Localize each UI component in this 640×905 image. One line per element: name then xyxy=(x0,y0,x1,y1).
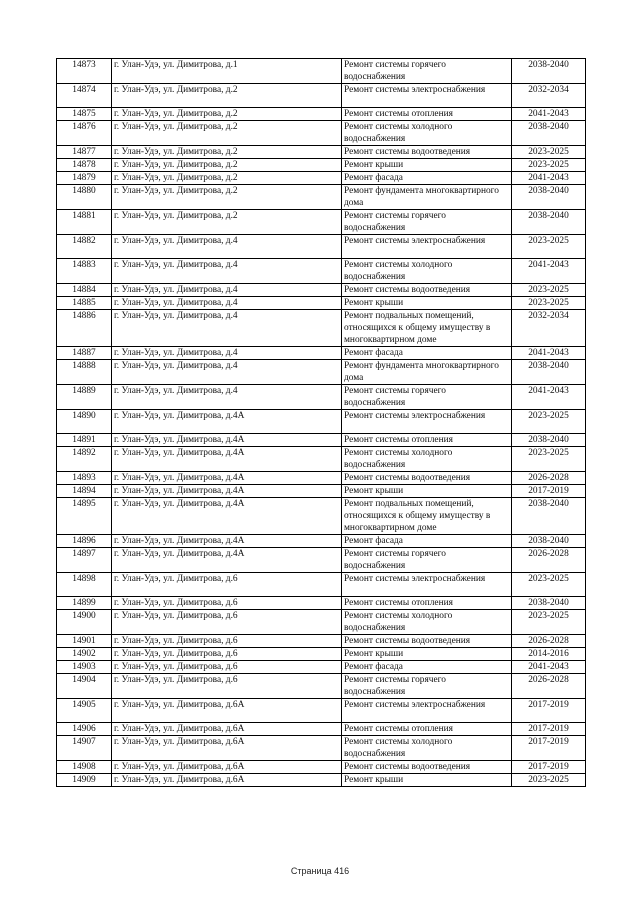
table-row xyxy=(57,108,586,121)
address-cell: г. Улан-Удэ, ул. Димитрова, д.4А xyxy=(112,548,342,573)
period-cell: 2038-2040 xyxy=(512,434,586,447)
work-type-cell: Ремонт системы водоотведения xyxy=(342,635,512,648)
work-type-cell: Ремонт системы горячего водоснабжения xyxy=(342,385,512,410)
row-number-cell: 14901 xyxy=(57,635,112,648)
row-number-cell: 14875 xyxy=(57,108,112,121)
table-row xyxy=(57,121,586,146)
row-number-cell: 14888 xyxy=(57,360,112,385)
address-cell: г. Улан-Удэ, ул. Димитрова, д.1 xyxy=(112,59,342,84)
row-number-cell: 14902 xyxy=(57,648,112,661)
period-cell: 2038-2040 xyxy=(512,210,586,235)
address-cell: г. Улан-Удэ, ул. Димитрова, д.4 xyxy=(112,284,342,297)
period-cell: 2041-2043 xyxy=(512,385,586,410)
table-row xyxy=(57,434,586,447)
work-type-cell: Ремонт фасада xyxy=(342,535,512,548)
work-type-cell: Ремонт системы отопления xyxy=(342,723,512,736)
table-row xyxy=(57,573,586,597)
row-number-cell: 14896 xyxy=(57,535,112,548)
address-cell: г. Улан-Удэ, ул. Димитрова, д.6 xyxy=(112,635,342,648)
period-cell: 2023-2025 xyxy=(512,297,586,310)
work-type-cell: Ремонт системы водоотведения xyxy=(342,146,512,159)
period-cell: 2032-2034 xyxy=(512,84,586,108)
work-type-cell: Ремонт фасада xyxy=(342,661,512,674)
table-row xyxy=(57,172,586,185)
address-cell: г. Улан-Удэ, ул. Димитрова, д.4А xyxy=(112,434,342,447)
period-cell: 2023-2025 xyxy=(512,284,586,297)
work-type-cell: Ремонт системы электроснабжения xyxy=(342,573,512,597)
row-number-cell: 14883 xyxy=(57,259,112,284)
period-cell: 2038-2040 xyxy=(512,59,586,84)
work-type-cell: Ремонт фасада xyxy=(342,172,512,185)
period-cell: 2017-2019 xyxy=(512,485,586,498)
table-row xyxy=(57,661,586,674)
row-number-cell: 14889 xyxy=(57,385,112,410)
table-row xyxy=(57,485,586,498)
period-cell: 2041-2043 xyxy=(512,347,586,360)
row-number-cell: 14895 xyxy=(57,498,112,535)
address-cell: г. Улан-Удэ, ул. Димитрова, д.6А xyxy=(112,699,342,723)
row-number-cell: 14885 xyxy=(57,297,112,310)
period-cell: 2023-2025 xyxy=(512,447,586,472)
table-row xyxy=(57,447,586,472)
table-row xyxy=(57,610,586,635)
work-type-cell: Ремонт системы холодного водоснабжения xyxy=(342,447,512,472)
period-cell: 2038-2040 xyxy=(512,360,586,385)
address-cell: г. Улан-Удэ, ул. Димитрова, д.6А xyxy=(112,723,342,736)
work-type-cell: Ремонт крыши xyxy=(342,648,512,661)
work-type-cell: Ремонт системы холодного водоснабжения xyxy=(342,259,512,284)
address-cell: г. Улан-Удэ, ул. Димитрова, д.6А xyxy=(112,774,342,787)
work-type-cell: Ремонт системы горячего водоснабжения xyxy=(342,548,512,573)
period-cell: 2041-2043 xyxy=(512,172,586,185)
table-row xyxy=(57,185,586,210)
table-row xyxy=(57,723,586,736)
address-cell: г. Улан-Удэ, ул. Димитрова, д.4 xyxy=(112,347,342,360)
period-cell: 2038-2040 xyxy=(512,121,586,146)
period-cell: 2026-2028 xyxy=(512,548,586,573)
row-number-cell: 14893 xyxy=(57,472,112,485)
table-row xyxy=(57,347,586,360)
period-cell: 2038-2040 xyxy=(512,185,586,210)
address-cell: г. Улан-Удэ, ул. Димитрова, д.2 xyxy=(112,121,342,146)
table-row xyxy=(57,761,586,774)
work-type-cell: Ремонт подвальных помещений, относящихся к общему имуществу в многоквартирном доме xyxy=(342,310,512,347)
row-number-cell: 14891 xyxy=(57,434,112,447)
address-cell: г. Улан-Удэ, ул. Димитрова, д.2 xyxy=(112,185,342,210)
table-body xyxy=(57,59,586,787)
address-cell: г. Улан-Удэ, ул. Димитрова, д.4 xyxy=(112,235,342,259)
row-number-cell: 14905 xyxy=(57,699,112,723)
work-type-cell: Ремонт системы электроснабжения xyxy=(342,84,512,108)
row-number-cell: 14886 xyxy=(57,310,112,347)
period-cell: 2023-2025 xyxy=(512,410,586,434)
table-row xyxy=(57,736,586,761)
period-cell: 2017-2019 xyxy=(512,761,586,774)
table-row xyxy=(57,360,586,385)
address-cell: г. Улан-Удэ, ул. Димитрова, д.2 xyxy=(112,108,342,121)
work-type-cell: Ремонт системы холодного водоснабжения xyxy=(342,610,512,635)
address-cell: г. Улан-Удэ, ул. Димитрова, д.6 xyxy=(112,674,342,699)
row-number-cell: 14878 xyxy=(57,159,112,172)
work-type-cell: Ремонт крыши xyxy=(342,774,512,787)
address-cell: г. Улан-Удэ, ул. Димитрова, д.2 xyxy=(112,172,342,185)
row-number-cell: 14907 xyxy=(57,736,112,761)
table-row xyxy=(57,259,586,284)
period-cell: 2017-2019 xyxy=(512,723,586,736)
table-row xyxy=(57,59,586,84)
work-type-cell: Ремонт системы отопления xyxy=(342,434,512,447)
row-number-cell: 14897 xyxy=(57,548,112,573)
repair-schedule-table xyxy=(56,58,586,787)
row-number-cell: 14884 xyxy=(57,284,112,297)
address-cell: г. Улан-Удэ, ул. Димитрова, д.4 xyxy=(112,360,342,385)
address-cell: г. Улан-Удэ, ул. Димитрова, д.6 xyxy=(112,610,342,635)
work-type-cell: Ремонт системы водоотведения xyxy=(342,761,512,774)
work-type-cell: Ремонт системы горячего водоснабжения xyxy=(342,674,512,699)
period-cell: 2023-2025 xyxy=(512,573,586,597)
period-cell: 2026-2028 xyxy=(512,635,586,648)
table-row xyxy=(57,498,586,535)
row-number-cell: 14887 xyxy=(57,347,112,360)
table-row xyxy=(57,774,586,787)
table-row xyxy=(57,548,586,573)
address-cell: г. Улан-Удэ, ул. Димитрова, д.6 xyxy=(112,648,342,661)
page-number: Страница 416 xyxy=(290,866,350,876)
work-type-cell: Ремонт фундамента многоквартирного дома xyxy=(342,360,512,385)
table-row xyxy=(57,472,586,485)
address-cell: г. Улан-Удэ, ул. Димитрова, д.6А xyxy=(112,761,342,774)
address-cell: г. Улан-Удэ, ул. Димитрова, д.6А xyxy=(112,736,342,761)
table-row xyxy=(57,84,586,108)
address-cell: г. Улан-Удэ, ул. Димитрова, д.6 xyxy=(112,661,342,674)
address-cell: г. Улан-Удэ, ул. Димитрова, д.4А xyxy=(112,485,342,498)
period-cell: 2041-2043 xyxy=(512,259,586,284)
table-row xyxy=(57,385,586,410)
row-number-cell: 14874 xyxy=(57,84,112,108)
row-number-cell: 14877 xyxy=(57,146,112,159)
address-cell: г. Улан-Удэ, ул. Димитрова, д.4 xyxy=(112,259,342,284)
work-type-cell: Ремонт системы горячего водоснабжения xyxy=(342,59,512,84)
work-type-cell: Ремонт крыши xyxy=(342,297,512,310)
address-cell: г. Улан-Удэ, ул. Димитрова, д.4 xyxy=(112,310,342,347)
row-number-cell: 14880 xyxy=(57,185,112,210)
period-cell: 2014-2016 xyxy=(512,648,586,661)
address-cell: г. Улан-Удэ, ул. Димитрова, д.4А xyxy=(112,472,342,485)
row-number-cell: 14909 xyxy=(57,774,112,787)
period-cell: 2023-2025 xyxy=(512,146,586,159)
table-row xyxy=(57,210,586,235)
table-row xyxy=(57,674,586,699)
row-number-cell: 14881 xyxy=(57,210,112,235)
period-cell: 2041-2043 xyxy=(512,108,586,121)
period-cell: 2038-2040 xyxy=(512,597,586,610)
table-row xyxy=(57,146,586,159)
table-row xyxy=(57,159,586,172)
address-cell: г. Улан-Удэ, ул. Димитрова, д.4 xyxy=(112,385,342,410)
work-type-cell: Ремонт крыши xyxy=(342,485,512,498)
period-cell: 2038-2040 xyxy=(512,498,586,535)
work-type-cell: Ремонт системы горячего водоснабжения xyxy=(342,210,512,235)
work-type-cell: Ремонт системы электроснабжения xyxy=(342,410,512,434)
table-row xyxy=(57,235,586,259)
table-row xyxy=(57,635,586,648)
period-cell: 2041-2043 xyxy=(512,661,586,674)
row-number-cell: 14890 xyxy=(57,410,112,434)
row-number-cell: 14908 xyxy=(57,761,112,774)
period-cell: 2023-2025 xyxy=(512,774,586,787)
period-cell: 2023-2025 xyxy=(512,235,586,259)
row-number-cell: 14906 xyxy=(57,723,112,736)
row-number-cell: 14879 xyxy=(57,172,112,185)
work-type-cell: Ремонт фундамента многоквартирного дома xyxy=(342,185,512,210)
row-number-cell: 14882 xyxy=(57,235,112,259)
address-cell: г. Улан-Удэ, ул. Димитрова, д.2 xyxy=(112,146,342,159)
address-cell: г. Улан-Удэ, ул. Димитрова, д.6 xyxy=(112,597,342,610)
address-cell: г. Улан-Удэ, ул. Димитрова, д.4 xyxy=(112,297,342,310)
table-row xyxy=(57,648,586,661)
address-cell: г. Улан-Удэ, ул. Димитрова, д.2 xyxy=(112,159,342,172)
row-number-cell: 14892 xyxy=(57,447,112,472)
work-type-cell: Ремонт системы холодного водоснабжения xyxy=(342,736,512,761)
period-cell: 2038-2040 xyxy=(512,535,586,548)
address-cell: г. Улан-Удэ, ул. Димитрова, д.4А xyxy=(112,535,342,548)
period-cell: 2032-2034 xyxy=(512,310,586,347)
period-cell: 2023-2025 xyxy=(512,159,586,172)
table-row xyxy=(57,535,586,548)
address-cell: г. Улан-Удэ, ул. Димитрова, д.2 xyxy=(112,210,342,235)
row-number-cell: 14894 xyxy=(57,485,112,498)
address-cell: г. Улан-Удэ, ул. Димитрова, д.4А xyxy=(112,447,342,472)
address-cell: г. Улан-Удэ, ул. Димитрова, д.4А xyxy=(112,498,342,535)
work-type-cell: Ремонт крыши xyxy=(342,159,512,172)
row-number-cell: 14899 xyxy=(57,597,112,610)
row-number-cell: 14904 xyxy=(57,674,112,699)
period-cell: 2026-2028 xyxy=(512,472,586,485)
work-type-cell: Ремонт системы отопления xyxy=(342,597,512,610)
table-row xyxy=(57,297,586,310)
row-number-cell: 14873 xyxy=(57,59,112,84)
work-type-cell: Ремонт системы электроснабжения xyxy=(342,235,512,259)
table-row xyxy=(57,410,586,434)
work-type-cell: Ремонт фасада xyxy=(342,347,512,360)
row-number-cell: 14898 xyxy=(57,573,112,597)
work-type-cell: Ремонт подвальных помещений, относящихся к общему имуществу в многоквартирном доме xyxy=(342,498,512,535)
address-cell: г. Улан-Удэ, ул. Димитрова, д.6 xyxy=(112,573,342,597)
row-number-cell: 14900 xyxy=(57,610,112,635)
table-row xyxy=(57,310,586,347)
address-cell: г. Улан-Удэ, ул. Димитрова, д.2 xyxy=(112,84,342,108)
period-cell: 2017-2019 xyxy=(512,699,586,723)
period-cell: 2023-2025 xyxy=(512,610,586,635)
work-type-cell: Ремонт системы холодного водоснабжения xyxy=(342,121,512,146)
period-cell: 2017-2019 xyxy=(512,736,586,761)
table-row xyxy=(57,597,586,610)
table-row xyxy=(57,284,586,297)
row-number-cell: 14903 xyxy=(57,661,112,674)
work-type-cell: Ремонт системы водоотведения xyxy=(342,472,512,485)
address-cell: г. Улан-Удэ, ул. Димитрова, д.4А xyxy=(112,410,342,434)
row-number-cell: 14876 xyxy=(57,121,112,146)
table-row xyxy=(57,699,586,723)
period-cell: 2026-2028 xyxy=(512,674,586,699)
work-type-cell: Ремонт системы отопления xyxy=(342,108,512,121)
work-type-cell: Ремонт системы электроснабжения xyxy=(342,699,512,723)
work-type-cell: Ремонт системы водоотведения xyxy=(342,284,512,297)
